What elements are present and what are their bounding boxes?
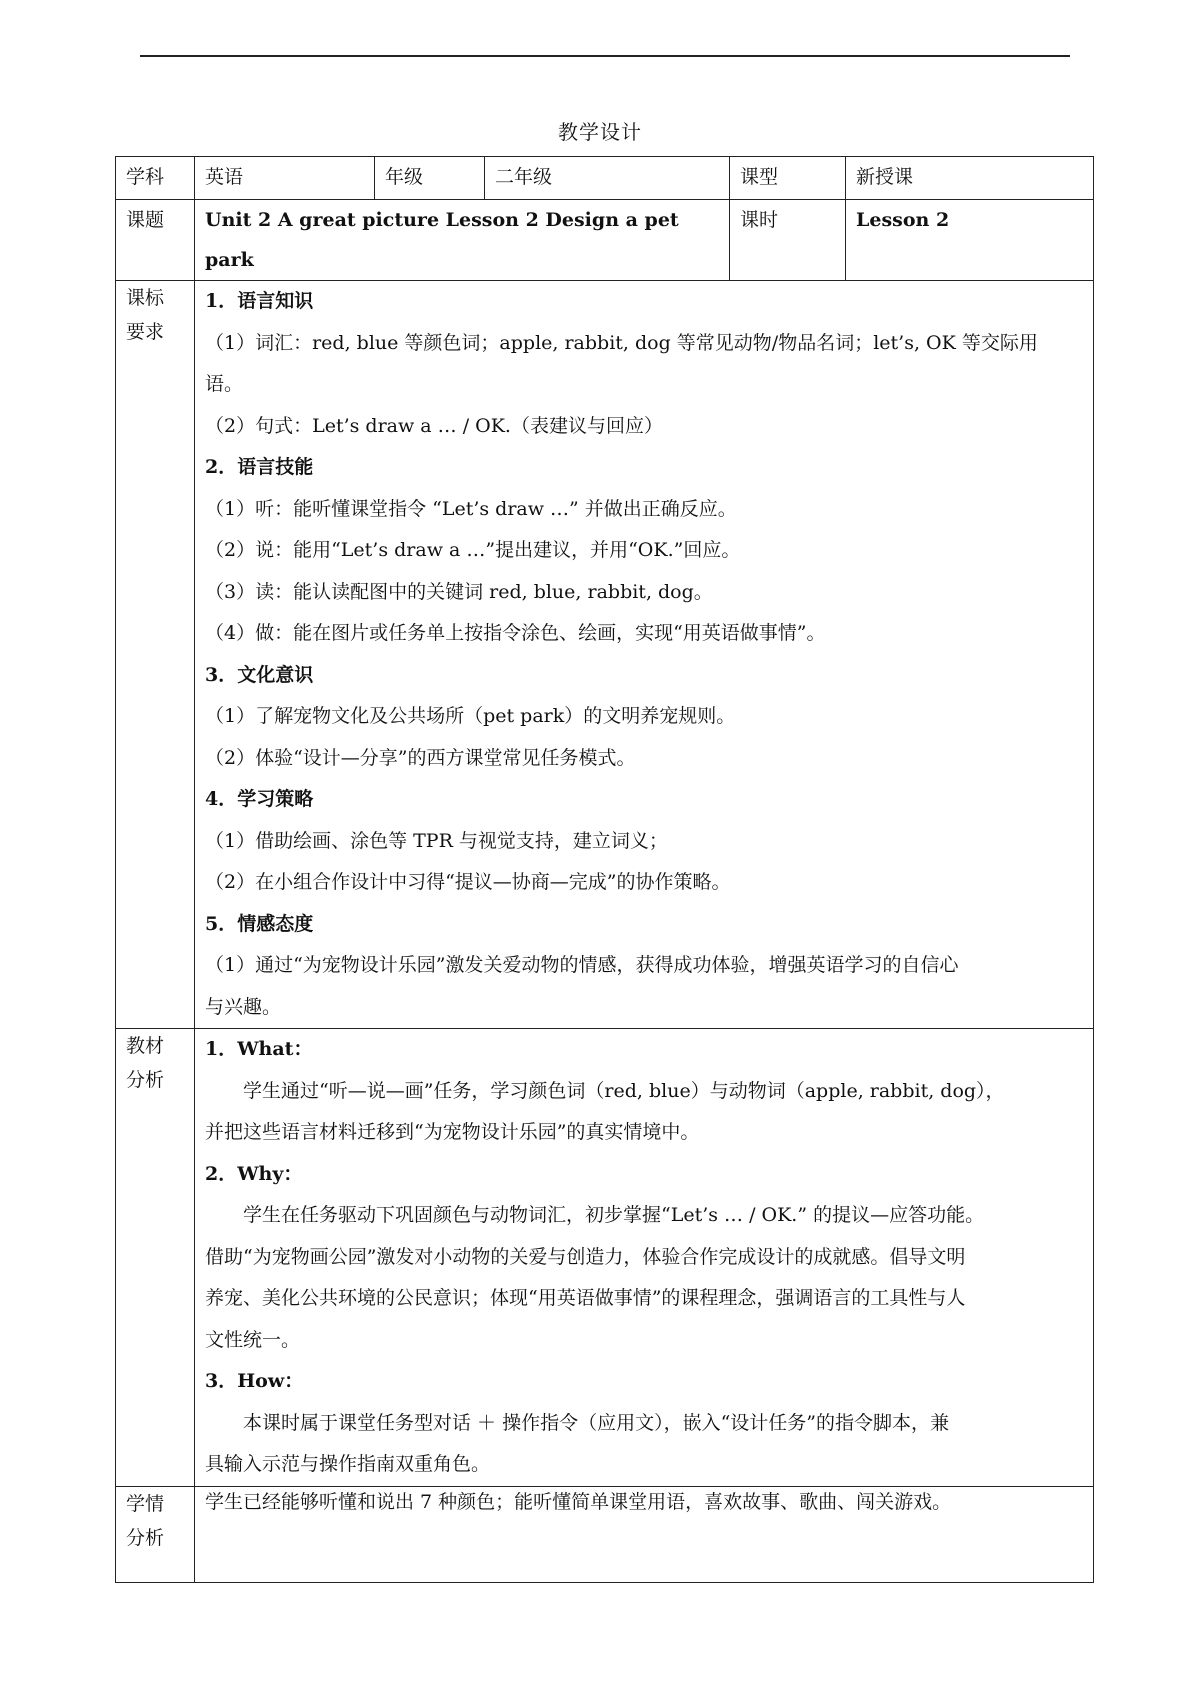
material-row — [116, 1029, 1094, 1487]
topic-label: 课题 — [116, 200, 195, 281]
curriculum-label-line2: 要求 — [126, 321, 165, 343]
curriculum-line: （4）做：能在图片或任务单上按指令涂色、绘画，实现“用英语做事情”。 — [205, 622, 826, 644]
period-value: Lesson 2 — [846, 200, 1094, 281]
why-heading: 2．Why： — [205, 1162, 303, 1185]
why-text: 养宠、美化公共环境的公民意识；体现“用英语做事情”的课程理念，强调语言的工具性与人 — [205, 1287, 966, 1309]
curriculum-content — [195, 281, 1094, 1029]
curriculum-line: 5．情感态度 — [205, 912, 314, 935]
what-text: 并把这些语言材料迁移到“为宠物设计乐园”的真实情境中。 — [205, 1121, 700, 1143]
why-text: 借助“为宠物画公园”激发对小动物的关爱与创造力，体验合作完成设计的成就感。倡导文明 — [205, 1245, 966, 1268]
how-text: 具输入示范与操作指南双重角色。 — [205, 1453, 491, 1475]
material-content — [195, 1029, 1094, 1487]
learner-label-line2: 分析 — [126, 1526, 165, 1549]
material-label-line1: 教材 — [126, 1035, 165, 1057]
grade-label: 年级 — [375, 157, 485, 200]
lesson-plan-table — [115, 156, 1094, 1583]
what-heading: 1．What： — [205, 1038, 313, 1060]
how-heading: 3．How： — [205, 1370, 304, 1392]
curriculum-line: 3．文化意识 — [205, 663, 314, 686]
curriculum-line: （2）体验“设计—分享”的西方课堂常见任务模式。 — [205, 746, 636, 769]
learner-row — [116, 1486, 1094, 1582]
curriculum-line: （1）借助绘画、涂色等 TPR 与视觉支持，建立词义； — [205, 829, 668, 852]
curriculum-line: 2．语言技能 — [205, 456, 314, 478]
period-label: 课时 — [730, 200, 846, 281]
what-text: 学生通过“听—说—画”任务，学习颜色词（red, blue）与动物词（apple, rabbit, dog）， — [243, 1079, 1005, 1102]
subject-value: 英语 — [195, 157, 375, 200]
learner-content: 学生已经能够听懂和说出 7 种颜色；能听懂简单课堂用语，喜欢故事、歌曲、闯关游戏。 — [195, 1486, 1094, 1582]
curriculum-line: （1）了解宠物文化及公共场所（pet park）的文明养宠规则。 — [205, 705, 736, 727]
curriculum-line: （2）在小组合作设计中习得“提议—协商—完成”的协作策略。 — [205, 871, 731, 893]
curriculum-line: （1）通过“为宠物设计乐园”激发关爱动物的情感，获得成功体验，增强英语学习的自信心 — [205, 954, 959, 976]
info-row — [116, 157, 1094, 200]
curriculum-line: （2）句式：Let’s draw a … / OK.（表建议与回应） — [205, 414, 663, 437]
subject-label: 学科 — [116, 157, 195, 200]
topic-row — [116, 200, 1094, 281]
document-title: 教学设计 — [558, 120, 642, 144]
curriculum-line: 4．学习策略 — [205, 788, 314, 810]
lesson-type-value: 新授课 — [846, 157, 1094, 200]
curriculum-row — [116, 281, 1094, 1029]
material-label — [116, 1029, 195, 1487]
header-rule — [140, 55, 1070, 57]
learner-label — [116, 1486, 195, 1582]
curriculum-line: 与兴趣。 — [205, 995, 282, 1018]
learner-label-line1: 学情 — [126, 1492, 165, 1515]
why-text: 文性统一。 — [205, 1328, 301, 1351]
curriculum-line: （1）听：能听懂课堂指令 “Let’s draw …” 并做出正确反应。 — [205, 497, 737, 520]
curriculum-line: （3）读：能认读配图中的关键词 red, blue, rabbit, dog。 — [205, 580, 713, 603]
topic-value: Unit 2 A great picture Lesson 2 Design a pet park — [195, 200, 730, 281]
curriculum-line: 语。 — [205, 373, 244, 395]
curriculum-line: （1）词汇：red, blue 等颜色词；apple, rabbit, dog 等常见动物/物品名词；let’s, OK 等交际用 — [205, 331, 1038, 354]
curriculum-line: （2）说：能用“Let’s draw a …”提出建议，并用“OK.”回应。 — [205, 539, 741, 561]
how-text: 本课时属于课堂任务型对话 ＋ 操作指令（应用文），嵌入“设计任务”的指令脚本，兼 — [243, 1411, 950, 1434]
why-text: 学生在任务驱动下巩固颜色与动物词汇，初步掌握“Let’s … / OK.” 的提议—应答功能。 — [243, 1204, 985, 1226]
curriculum-line: 1．语言知识 — [205, 290, 314, 312]
material-label-line2: 分析 — [126, 1069, 165, 1091]
curriculum-label — [116, 281, 195, 1029]
lesson-type-label: 课型 — [730, 157, 846, 200]
curriculum-label-line1: 课标 — [126, 287, 165, 309]
grade-value: 二年级 — [485, 157, 730, 200]
